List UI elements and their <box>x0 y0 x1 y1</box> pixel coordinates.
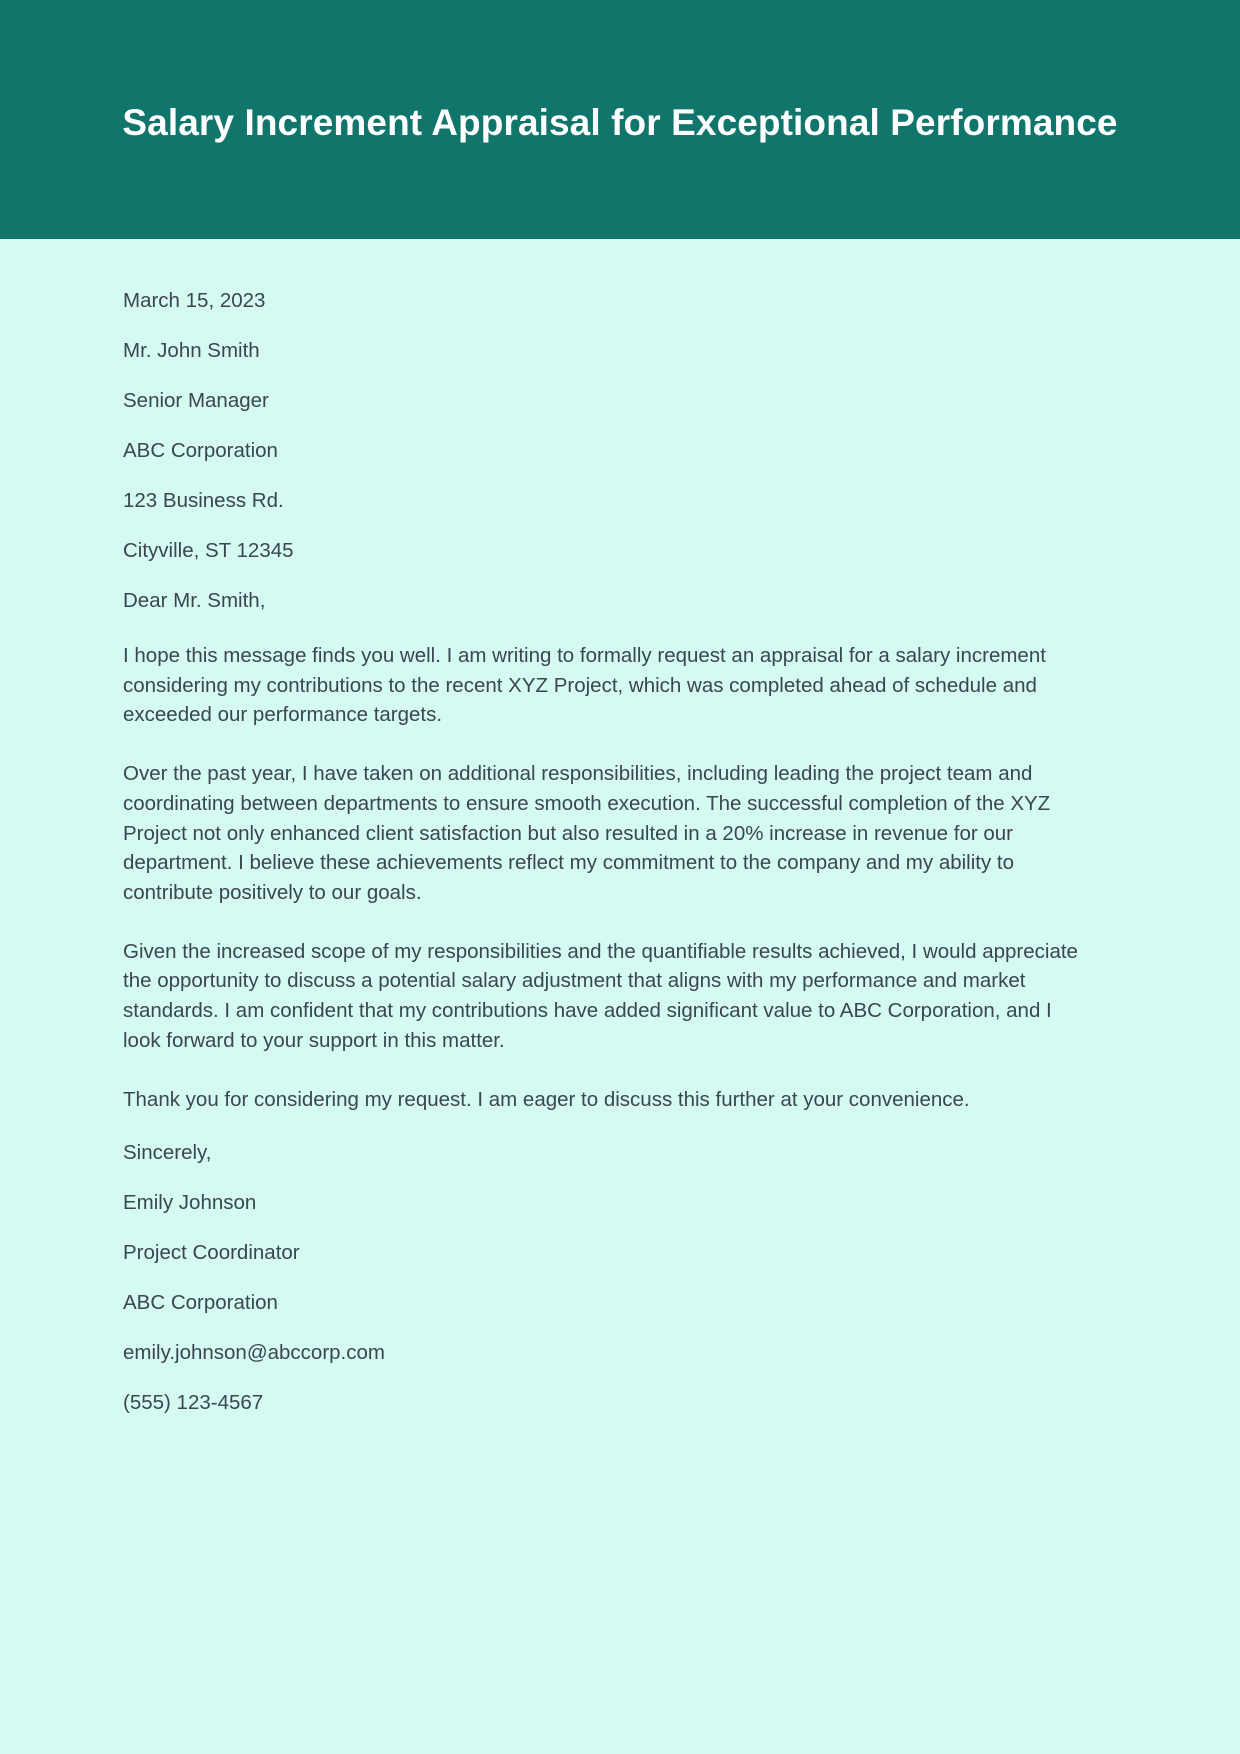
recipient-city-state-zip: Cityville, ST 12345 <box>123 539 294 562</box>
body-paragraph-2: Over the past year, I have taken on additional responsibilities, including leading the project team and coordinating between departments to ensure smooth execution. The successful completion of the XYZ Project not only enhanced client satisfaction but also resulted in a 20% increase in revenue for our department. I believe these achievements reflect my commitment to the company and my ability to contribute positively to our goals. <box>123 762 1051 905</box>
letter-date: March 15, 2023 <box>123 289 266 312</box>
recipient-street: 123 Business Rd. <box>123 489 284 512</box>
signature-name: Emily Johnson <box>123 1191 257 1215</box>
body-paragraph-3: Given the increased scope of my responsibilities and the quantifiable results achieved, I would appreciate the opportunity to discuss a potential salary adjustment that aligns with my performance and market standards. I am confident that my contributions have added significant value to ABC Corporation, and I look forward to your support in this matter. <box>123 939 1078 1052</box>
document-header-banner <box>0 0 1240 239</box>
signature-company: ABC Corporation <box>123 1291 278 1315</box>
body-paragraph-1: I hope this message finds you well. I am writing to formally request an appraisal for a salary increment considering my contributions to the recent XYZ Project, which was completed ahead of schedule and exceeded our performance targets. <box>123 644 1046 727</box>
recipient-title: Senior Manager <box>123 389 269 412</box>
signature-email: emily.johnson@abccorp.com <box>123 1341 385 1365</box>
signature-phone: (555) 123-4567 <box>123 1391 264 1415</box>
letter-content <box>0 239 1240 1414</box>
body-paragraph-4: Thank you for considering my request. I am eager to discuss this further at your convenience. <box>123 1087 970 1111</box>
salutation: Dear Mr. Smith, <box>123 589 266 612</box>
signature-title: Project Coordinator <box>123 1241 300 1265</box>
page-title: Salary Increment Appraisal for Exceptional Performance <box>122 102 1118 144</box>
recipient-name: Mr. John Smith <box>123 339 260 362</box>
closing-salutation: Sincerely, <box>123 1141 212 1165</box>
recipient-company: ABC Corporation <box>123 439 278 462</box>
